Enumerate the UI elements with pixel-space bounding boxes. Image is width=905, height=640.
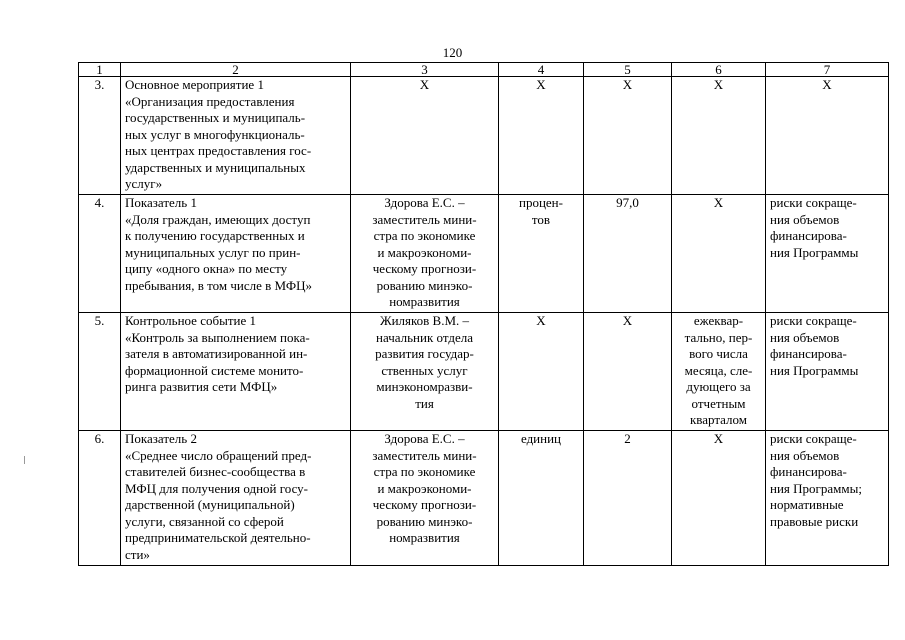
- column-number-row: [79, 63, 889, 77]
- scan-mark: [24, 456, 28, 464]
- cell-line: услуг»: [125, 176, 163, 191]
- table-row: [79, 313, 889, 431]
- cell-line: ных центрах предоставления гос-: [125, 143, 312, 158]
- period: [672, 195, 766, 313]
- cell-line: ческому прогнози-: [372, 497, 477, 512]
- table-row: [79, 77, 889, 195]
- risks: [766, 431, 889, 566]
- cell-line: МФЦ для получения одной госу-: [125, 480, 309, 496]
- cell-line: Здорова Е.С. –: [384, 431, 465, 446]
- measure-name: [121, 195, 351, 313]
- cell-line: государственных и муниципаль-: [125, 110, 306, 125]
- cell-line: Х: [822, 77, 832, 92]
- cell-line: развития государ-: [375, 346, 474, 361]
- cell-line: номразвития: [389, 294, 460, 309]
- cell-line: ежеквар-: [693, 313, 744, 328]
- cell-line: Здорова Е.С. –: [384, 195, 465, 210]
- cell-line: 2: [624, 431, 631, 446]
- cell-line: «Среднее число обращений пред-: [125, 447, 312, 463]
- indicators-table: [78, 62, 889, 566]
- cell-line: ния Программы: [770, 362, 859, 378]
- cell-line: заместитель мини-: [372, 211, 477, 227]
- cell-line: ния объемов: [770, 447, 840, 463]
- cell-line: тия: [415, 395, 434, 411]
- cell-line: финансирова-: [770, 464, 847, 479]
- responsible: [351, 431, 499, 566]
- responsible: [351, 313, 499, 431]
- column-number: 4: [499, 63, 584, 77]
- cell-line: к получению государственных и: [125, 228, 305, 243]
- cell-line: Основное мероприятие 1: [125, 77, 264, 92]
- risks: [766, 77, 889, 195]
- cell-line: ственных услуг: [381, 362, 468, 378]
- cell-line: Х: [713, 431, 724, 446]
- row-number: 6.: [79, 431, 121, 566]
- cell-line: Показатель 2: [125, 431, 197, 446]
- cell-line: ния объемов: [770, 329, 840, 345]
- cell-line: Контрольное событие 1: [125, 313, 256, 328]
- cell-line: тально, пер-: [684, 329, 753, 345]
- cell-line: Х: [622, 313, 633, 328]
- risks: [766, 195, 889, 313]
- responsible: [351, 195, 499, 313]
- value: [584, 77, 672, 195]
- cell-line: ринга развития сети МФЦ»: [125, 379, 278, 394]
- cell-line: Х: [622, 77, 633, 92]
- period: [672, 77, 766, 195]
- column-number: 7: [766, 63, 889, 77]
- value: [584, 313, 672, 431]
- cell-line: ния Программы: [770, 244, 859, 260]
- value: [584, 195, 672, 313]
- unit: [499, 77, 584, 195]
- column-number: 1: [79, 63, 121, 77]
- cell-line: «Доля граждан, имеющих доступ: [125, 211, 311, 227]
- cell-line: месяца, сле-: [684, 362, 753, 378]
- cell-line: пребывания, в том числе в МФЦ»: [125, 277, 313, 293]
- cell-line: тов: [531, 211, 551, 227]
- cell-line: и макроэкономи-: [377, 480, 472, 496]
- cell-line: Х: [536, 77, 546, 92]
- table-row: [79, 195, 889, 313]
- table-row: [79, 431, 889, 566]
- column-number: 3: [351, 63, 499, 77]
- page-number: 120: [442, 45, 463, 60]
- cell-line: Х: [419, 77, 430, 92]
- cell-line: Показатель 1: [125, 195, 197, 210]
- cell-line: единиц: [520, 431, 562, 446]
- cell-line: вого числа: [689, 346, 748, 361]
- cell-line: рованию минэко-: [376, 513, 473, 529]
- cell-line: заместитель мини-: [372, 447, 477, 463]
- measure-name: [121, 77, 351, 195]
- cell-line: риски сокраще-: [770, 431, 857, 446]
- cell-line: отчетным: [691, 395, 746, 411]
- cell-line: рованию минэко-: [376, 277, 473, 293]
- period: [672, 431, 766, 566]
- measure-name: [121, 431, 351, 566]
- cell-line: услуги, связанной со сферой: [125, 513, 284, 529]
- value: [584, 431, 672, 566]
- cell-line: начальник отдела: [375, 329, 473, 345]
- cell-line: финансирова-: [770, 346, 847, 361]
- cell-line: ческому прогнози-: [372, 261, 477, 276]
- column-number: 2: [121, 63, 351, 77]
- column-number: 6: [672, 63, 766, 77]
- unit: [499, 313, 584, 431]
- cell-line: дарственной (муниципальной): [125, 497, 295, 512]
- row-number: 5.: [79, 313, 121, 431]
- cell-line: ния Программы;: [770, 480, 862, 496]
- cell-line: ных услуг в многофункциональ-: [125, 126, 305, 142]
- cell-line: «Организация предоставления: [125, 93, 295, 109]
- cell-line: и макроэкономи-: [377, 244, 472, 260]
- measure-name: [121, 313, 351, 431]
- cell-line: формационной системе монито-: [125, 362, 304, 378]
- cell-line: Х: [536, 313, 546, 328]
- cell-line: Х: [713, 195, 724, 210]
- cell-line: номразвития: [389, 530, 460, 545]
- cell-line: ния объемов: [770, 211, 840, 227]
- cell-line: стра по экономике: [373, 228, 476, 243]
- cell-line: 97,0: [616, 195, 639, 210]
- cell-line: правовые риски: [770, 513, 859, 529]
- row-number: 3.: [79, 77, 121, 195]
- cell-line: стра по экономике: [373, 464, 476, 479]
- cell-line: ударственных и муниципальных: [125, 159, 306, 175]
- responsible: [351, 77, 499, 195]
- cell-line: риски сокраще-: [770, 313, 857, 328]
- unit: [499, 195, 584, 313]
- cell-line: предпринимательской деятельно-: [125, 530, 311, 545]
- cell-line: процен-: [519, 195, 563, 210]
- cell-line: Х: [713, 77, 724, 92]
- cell-line: ципу «одного окна» по месту: [125, 261, 288, 276]
- cell-line: зателя в автоматизированной ин-: [125, 346, 308, 361]
- period: [672, 313, 766, 431]
- cell-line: Жиляков В.М. –: [379, 313, 470, 328]
- cell-line: минэкономразви-: [376, 379, 473, 394]
- unit: [499, 431, 584, 566]
- cell-line: «Контроль за выполнением пока-: [125, 329, 310, 345]
- cell-line: риски сокраще-: [770, 195, 857, 210]
- row-number: 4.: [79, 195, 121, 313]
- column-number: 5: [584, 63, 672, 77]
- risks: [766, 313, 889, 431]
- cell-line: муниципальных услуг по прин-: [125, 244, 301, 260]
- cell-line: сти»: [125, 546, 150, 562]
- cell-line: дующего за: [686, 379, 751, 394]
- cell-line: финансирова-: [770, 228, 847, 243]
- cell-line: ставителей бизнес-сообщества в: [125, 464, 306, 479]
- cell-line: кварталом: [689, 412, 748, 427]
- cell-line: нормативные: [770, 497, 844, 512]
